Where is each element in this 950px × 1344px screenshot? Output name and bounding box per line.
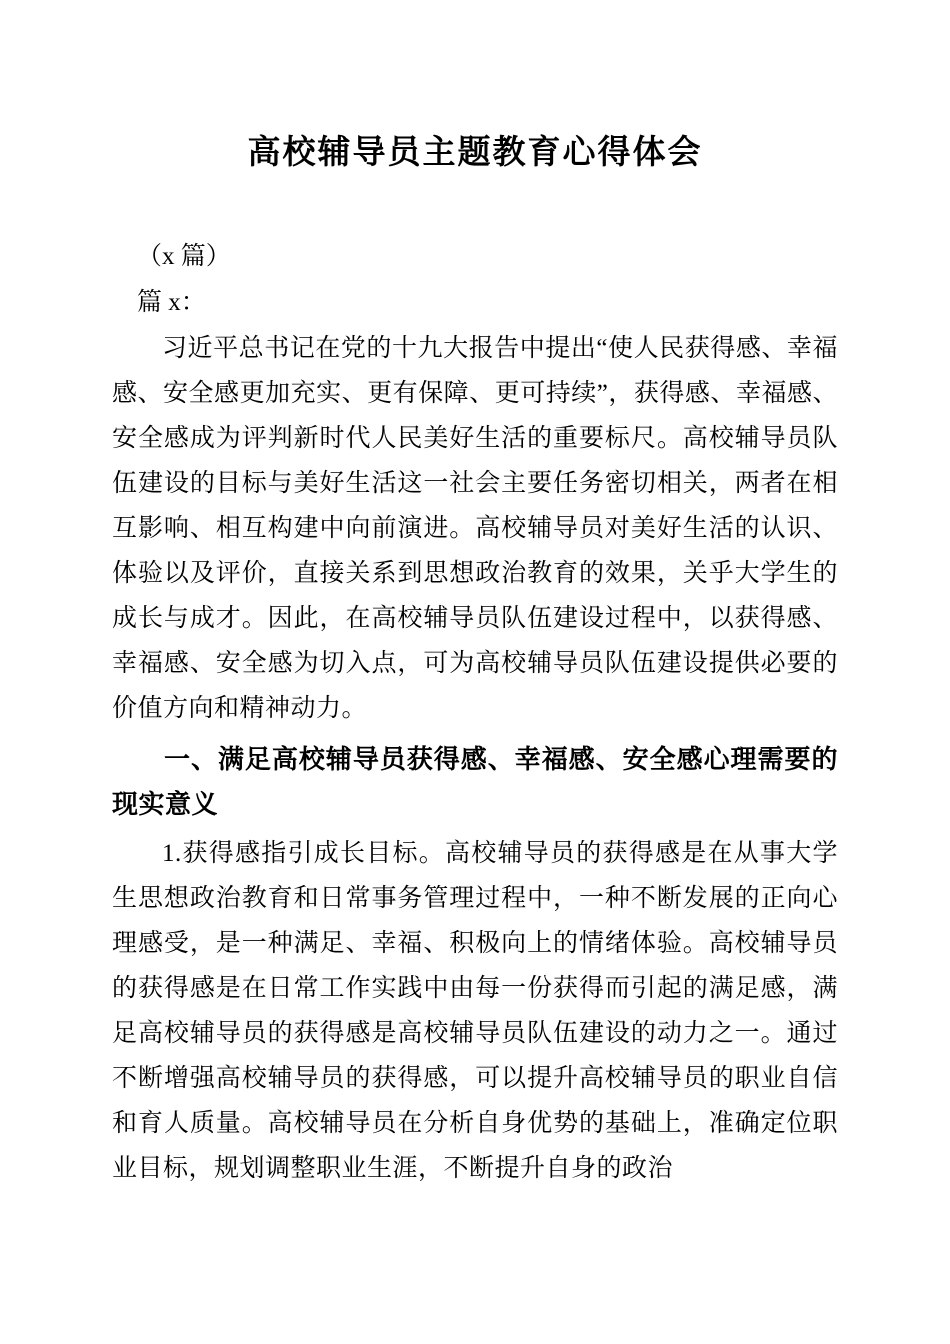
section-heading-1: 一、满足高校辅导员获得感、幸福感、安全感心理需要的现实意义	[112, 743, 838, 819]
paragraph-section1: 1.获得感指引成长目标。高校辅导员的获得感是在从事大学生思想政治教育和日常事务管理过程中，一种不断发展的正向心理感受，是一种满足、幸福、积极向上的情绪体验。高校辅导员的获得感是在日常工作实践中由每一份获得而引起的满足感，满足高校辅导员的获得感是高校辅导员队伍建设的动力之一。通过不断增强高校辅导员的获得感，可以提升高校辅导员的职业自信和育人质量。高校辅导员在分析自身优势的基础上，准确定位职业目标，规划调整职业生涯，不断提升自身的政治	[112, 839, 838, 1182]
chapter-line: 篇 x：	[137, 288, 206, 316]
document-title: 高校辅导员主题教育心得体会	[247, 133, 703, 170]
paragraph-intro: 习近平总书记在党的十九大报告中提出“使人民获得感、幸福感、安全感更加充实、更有保障、更可持续”，获得感、幸福感、安全感成为评判新时代人民美好生活的重要标尺。高校辅导员队伍建设的目标与美好生活这一社会主要任务密切相关，两者在相互影响、相互构建中向前演进。高校辅导员对美好生活的认识、体验以及评价，直接关系到思想政治教育的效果，关乎大学生的成长与成才。因此，在高校辅导员队伍建设过程中，以获得感、幸福感、安全感为切入点，可为高校辅导员队伍建设提供必要的价值方向和精神动力。	[112, 334, 838, 722]
count-line: （x 篇）	[137, 242, 231, 270]
